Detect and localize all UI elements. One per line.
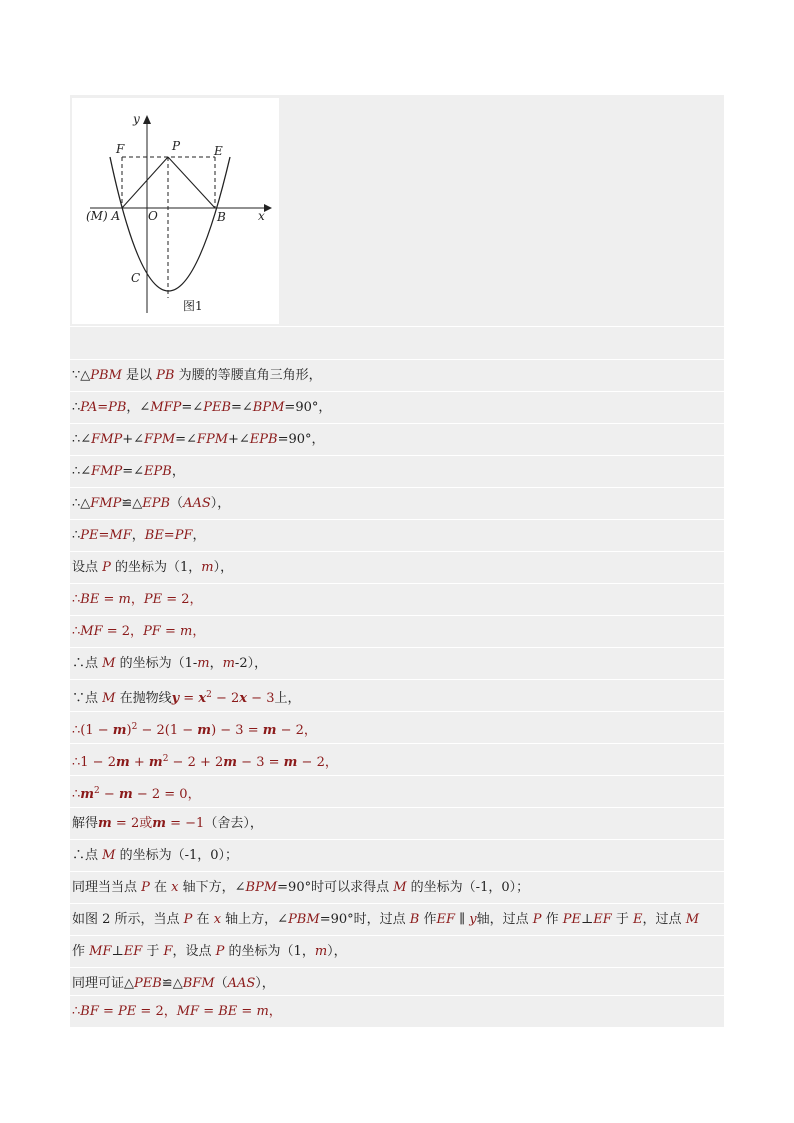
label-b: B [217, 210, 226, 224]
label-y: y [133, 112, 140, 126]
solution-line-5: ∴△FMP≌△EPB（AAS）， [70, 487, 724, 520]
solution-line-17: 同理当当点 P 在 x 轴下方，∠BPM=90°时可以求得点 M 的坐标为（-1，0）； [70, 871, 724, 904]
solution-line-15: 解得m = 2或m = −1（舍去）， [70, 807, 724, 840]
parabola-figure [72, 98, 279, 324]
label-f: F [116, 142, 125, 156]
blank-line [70, 326, 724, 359]
y-axis-arrow [143, 115, 151, 124]
label-o: O [148, 209, 158, 223]
solution-line-19: 作 MF⊥EF 于 F，设点 P 的坐标为（1，m）， [70, 935, 724, 968]
solution-line-7: 设点 P 的坐标为（1，m）， [70, 551, 724, 584]
solution-line-21: ∴BF = PE = 2，MF = BE = m， [70, 995, 724, 1028]
segment-pa [122, 157, 168, 208]
label-x: x [258, 209, 265, 223]
solution-line-10: ∴点 M 的坐标为（1-m，m-2）， [70, 647, 724, 680]
solution-line-3: ∴∠FMP+∠FPM=∠FPM+∠EPB=90°， [70, 423, 724, 456]
label-p: P [172, 139, 181, 153]
parabola-curve [110, 157, 230, 291]
parabola-diagram [72, 98, 279, 324]
solution-line-13: ∴1 − $2m + m^2 - 2 + 2m - 3 = m - 2$， [70, 743, 724, 776]
solution-line-14: $\therefore m^2 - m - 2 = 0$， [70, 775, 724, 808]
solution-line-1: ∵△PBM 是以 PB 为腰的等腰直角三角形， [70, 359, 724, 392]
solution-line-18: 如图 2 所示，当点 P 在 x 轴上方，∠PBM=90°时，过点 B 作EF ∥ y轴，过点 P 作 PE⊥EF 于 E，过点 M [70, 903, 724, 936]
solution-line-12: ∴(1 − m)$^2$ − 2(1 − m) − 3 = m − 2， [70, 711, 724, 744]
figure-caption: 图1 [183, 299, 203, 313]
solution-line-9: ∴MF = 2，PF = m， [70, 615, 724, 648]
x-axis-arrow [264, 204, 272, 212]
solution-line-6: ∴PE=MF，BE=PF， [70, 519, 724, 552]
label-e: E [214, 144, 223, 158]
solution-line-20: 同理可证△PEB≌△BFM（AAS）， [70, 967, 724, 1000]
solution-panel [70, 95, 724, 1027]
solution-line-11: ∵点 M 在抛物线$y = x^2 - 2x - 3$上， [70, 679, 724, 712]
solution-line-2: ∴PA=PB，∠MFP=∠PEB=∠BPM=90°， [70, 391, 724, 424]
solution-line-16: ∴点 M 的坐标为（-1，0）； [70, 839, 724, 872]
solution-line-8: ∴BE = m，PE = 2， [70, 583, 724, 616]
label-ma: (M) A [86, 209, 121, 223]
label-c: C [131, 271, 141, 285]
solution-line-4: ∴∠FMP=∠EPB， [70, 455, 724, 488]
segment-pb [168, 157, 215, 208]
